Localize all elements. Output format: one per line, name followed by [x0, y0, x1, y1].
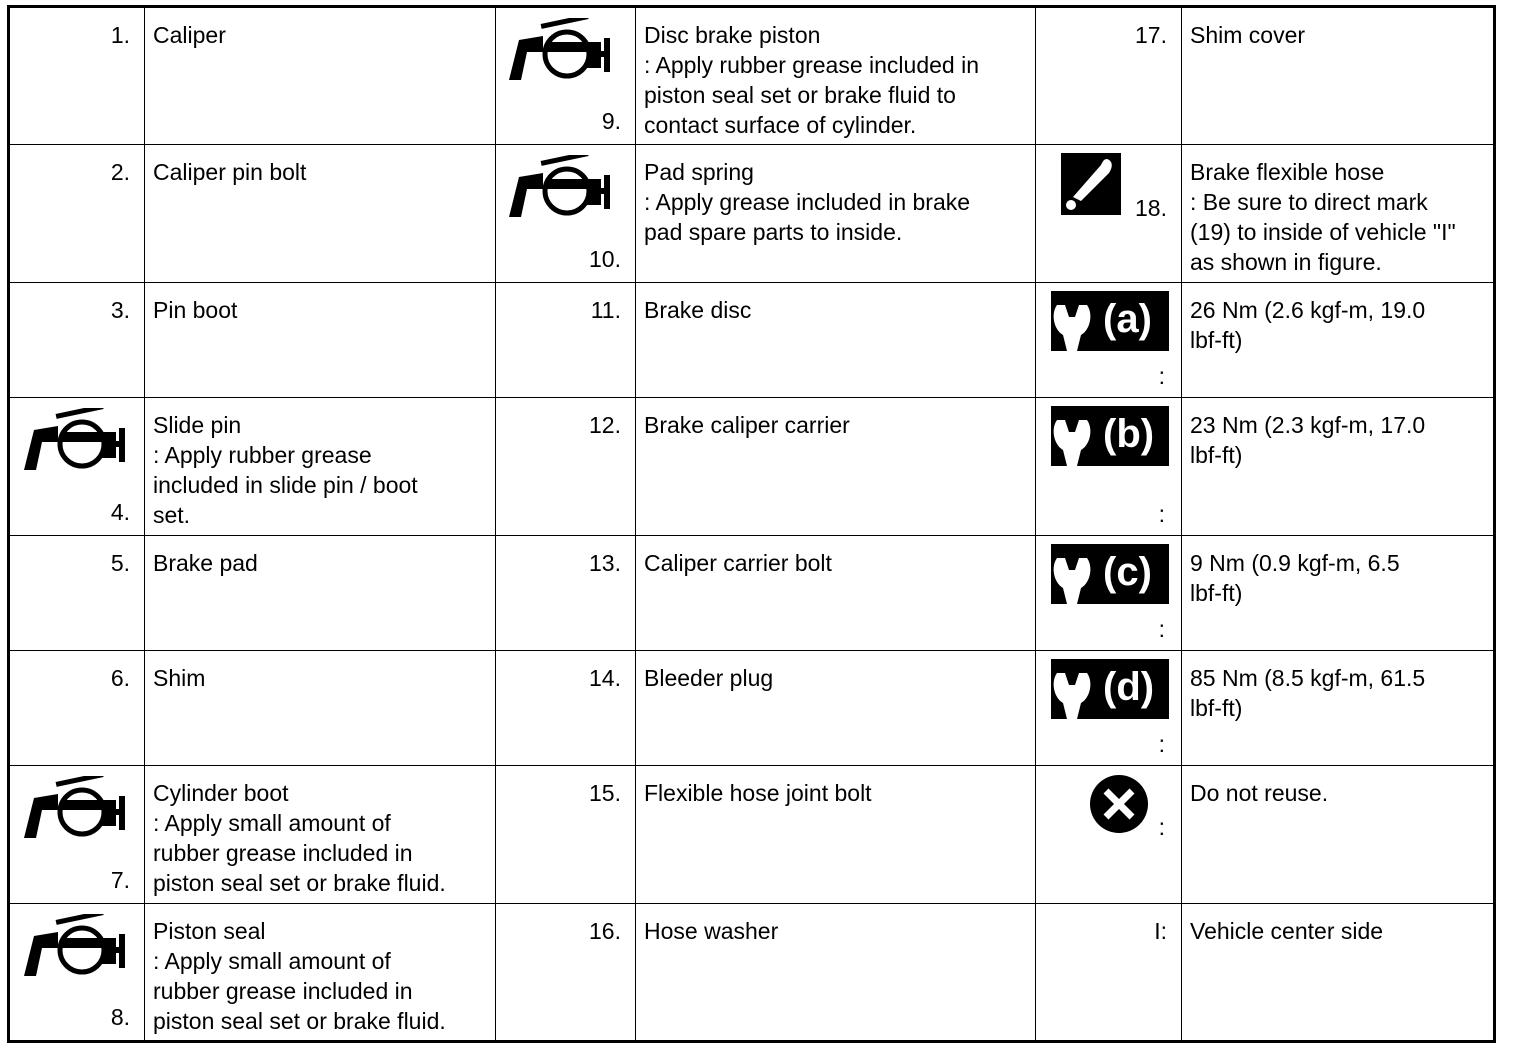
torque-value-line: lbf-ft) [1190, 580, 1243, 606]
legend-number: 8. [110, 1004, 130, 1030]
legend-number-cell [496, 904, 636, 1042]
legend-number: 4. [110, 499, 130, 525]
colon-mark: : [1158, 814, 1165, 840]
part-note-line: contact surface of cylinder. [644, 112, 917, 138]
colon-mark: : [1158, 731, 1165, 757]
torque-value-line: 23 Nm (2.3 kgf-m, 17.0 [1190, 412, 1426, 438]
legend-number: 6. [110, 665, 130, 691]
grease-icon [509, 155, 619, 217]
part-name: Shim cover [1190, 22, 1306, 48]
legend-description-cell [636, 145, 1036, 283]
legend-description-cell [145, 283, 496, 398]
part-name: Slide pin [153, 412, 242, 438]
parts-legend-table [7, 5, 1496, 1043]
part-note-line: rubber grease included in [153, 840, 413, 866]
part-name: Brake flexible hose [1190, 159, 1385, 185]
part-note-line: : Apply rubber grease included in [644, 52, 979, 78]
legend-number: 10. [589, 246, 621, 272]
legend-number-cell [9, 7, 145, 145]
legend-number: 12. [589, 412, 621, 438]
torque-value-line: 85 Nm (8.5 kgf-m, 61.5 [1190, 665, 1426, 691]
legend-description-cell [145, 904, 496, 1042]
legend-number-cell [496, 536, 636, 651]
part-note-line: rubber grease included in [153, 978, 413, 1004]
torque-spec-cell [1036, 536, 1182, 651]
torque-value-line: lbf-ft) [1190, 327, 1243, 353]
table-row [9, 651, 1495, 766]
legend-number-cell [9, 283, 145, 398]
part-note-line: : Apply grease included in brake [644, 189, 971, 215]
legend-number-cell [9, 398, 145, 536]
torque-value-line: lbf-ft) [1190, 442, 1243, 468]
legend-number: I: [1154, 918, 1167, 944]
legend-number: 5. [110, 550, 130, 576]
table-row [9, 145, 1495, 283]
legend-number-cell [496, 766, 636, 904]
table-row [9, 7, 1495, 145]
legend-number-cell [1036, 904, 1182, 1042]
legend-description-cell [145, 766, 496, 904]
part-name: Flexible hose joint bolt [644, 780, 872, 806]
legend-number: 18. [1135, 195, 1167, 221]
legend-number-cell [9, 145, 145, 283]
legend-number-cell [1036, 145, 1182, 283]
legend-description-cell [1182, 651, 1495, 766]
legend-number-cell [496, 651, 636, 766]
part-note-line: : Apply small amount of [153, 810, 391, 836]
part-note-line: (19) to inside of vehicle "I" [1190, 219, 1456, 245]
grease-icon [24, 776, 134, 838]
legend-description-cell [145, 398, 496, 536]
part-name: Caliper pin bolt [153, 159, 307, 185]
part-name: Do not reuse. [1190, 780, 1329, 806]
torque-letter: (d) [1103, 665, 1155, 709]
legend-number: 11. [590, 297, 621, 323]
part-note-line: piston seal set or brake fluid. [153, 1008, 446, 1034]
part-name: Caliper [153, 22, 226, 48]
part-name: Caliper carrier bolt [644, 550, 832, 576]
legend-number: 9. [601, 108, 621, 134]
legend-description-cell [145, 145, 496, 283]
part-note-line: included in slide pin / boot [153, 472, 418, 498]
legend-description-cell [1182, 904, 1495, 1042]
legend-description-cell [636, 651, 1036, 766]
part-name: Pad spring [644, 159, 754, 185]
legend-number-cell [9, 766, 145, 904]
legend-description-cell [636, 766, 1036, 904]
legend-number-cell [1036, 7, 1182, 145]
legend-number: 15. [589, 780, 621, 806]
legend-description-cell [636, 398, 1036, 536]
part-name: Brake caliper carrier [644, 412, 850, 438]
legend-number: 7. [110, 867, 130, 893]
colon-mark: : [1158, 363, 1165, 389]
legend-description-cell [145, 651, 496, 766]
legend-description-cell [1182, 7, 1495, 145]
part-note-line: set. [153, 502, 191, 528]
torque-letter: (c) [1103, 550, 1152, 594]
table-row [9, 283, 1495, 398]
table-row [9, 766, 1495, 904]
legend-number-cell [496, 283, 636, 398]
legend-number-cell [9, 651, 145, 766]
part-name: Hose washer [644, 918, 779, 944]
part-note-line: pad spare parts to inside. [644, 219, 903, 245]
part-note-line: piston seal set or brake fluid. [153, 870, 446, 896]
torque-spec-cell [1036, 283, 1182, 398]
torque-wrench-icon [1051, 406, 1169, 466]
legend-number: 1. [110, 22, 130, 48]
torque-wrench-icon [1051, 291, 1169, 351]
part-note-line: piston seal set or brake fluid to [644, 82, 956, 108]
part-name: Vehicle center side [1190, 918, 1384, 944]
colon-mark: : [1158, 501, 1165, 527]
legend-number: 2. [110, 159, 130, 185]
grease-icon [509, 18, 619, 80]
part-note-line: : Apply small amount of [153, 948, 391, 974]
legend-description-cell [145, 536, 496, 651]
legend-number: 17. [1135, 22, 1167, 48]
legend-description-cell [1182, 145, 1495, 283]
table-row [9, 536, 1495, 651]
do-not-reuse-icon [1089, 774, 1149, 834]
part-name: Cylinder boot [153, 780, 289, 806]
torque-value-line: 26 Nm (2.6 kgf-m, 19.0 [1190, 297, 1426, 323]
legend-number: 13. [589, 550, 621, 576]
torque-value-line: 9 Nm (0.9 kgf-m, 6.5 [1190, 550, 1400, 576]
torque-value-line: lbf-ft) [1190, 695, 1243, 721]
legend-number-cell [496, 7, 636, 145]
part-note-line: : Be sure to direct mark [1190, 189, 1428, 215]
legend-description-cell [1182, 536, 1495, 651]
part-note-line: as shown in figure. [1190, 249, 1382, 275]
part-name: Disc brake piston [644, 22, 821, 48]
legend-description-cell [1182, 398, 1495, 536]
part-name: Bleeder plug [644, 665, 774, 691]
brake-hose-icon [1061, 153, 1121, 215]
legend-number-cell [9, 536, 145, 651]
legend-description-cell [636, 7, 1036, 145]
legend-description-cell [1182, 283, 1495, 398]
grease-icon [24, 408, 134, 470]
table-row [9, 398, 1495, 536]
part-name: Brake disc [644, 297, 752, 323]
torque-letter: (a) [1103, 297, 1152, 341]
legend-description-cell [636, 536, 1036, 651]
legend-description-cell [636, 904, 1036, 1042]
do-not-reuse-cell [1036, 766, 1182, 904]
torque-wrench-icon [1051, 544, 1169, 604]
torque-letter: (b) [1103, 412, 1155, 456]
legend-number: 3. [110, 297, 130, 323]
grease-icon [24, 914, 134, 976]
legend-description-cell [1182, 766, 1495, 904]
part-name: Brake pad [153, 550, 258, 576]
part-name: Shim [153, 665, 206, 691]
colon-mark: : [1158, 616, 1165, 642]
legend-number-cell [496, 145, 636, 283]
legend-number-cell [9, 904, 145, 1042]
part-note-line: : Apply rubber grease [153, 442, 372, 468]
torque-wrench-icon [1051, 659, 1169, 719]
legend-number: 16. [589, 918, 621, 944]
legend-description-cell [636, 283, 1036, 398]
table-row [9, 904, 1495, 1042]
legend-description-cell [145, 7, 496, 145]
part-name: Piston seal [153, 918, 266, 944]
torque-spec-cell [1036, 651, 1182, 766]
legend-number: 14. [589, 665, 621, 691]
legend-number-cell [496, 398, 636, 536]
part-name: Pin boot [153, 297, 238, 323]
torque-spec-cell [1036, 398, 1182, 536]
